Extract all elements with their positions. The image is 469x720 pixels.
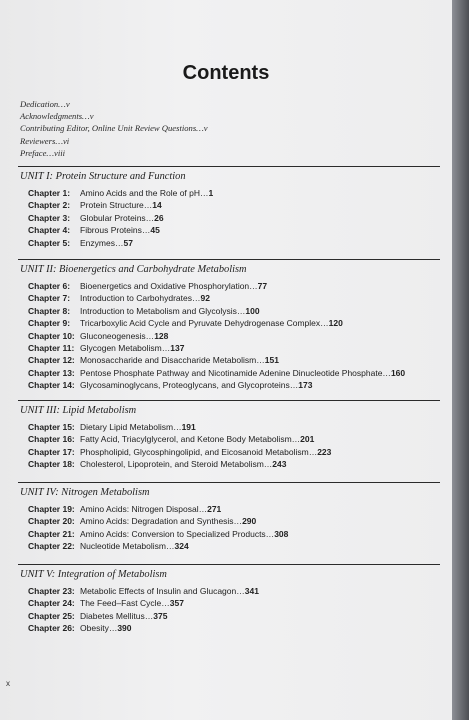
chapter-page: 191: [181, 422, 196, 432]
chapter-page: 128: [154, 330, 169, 341]
front-matter-list: [20, 98, 208, 159]
unit-section: [18, 564, 440, 635]
chapter-page: 137: [170, 342, 185, 353]
chapter-page: 290: [242, 516, 257, 527]
chapter-entry: [18, 280, 440, 292]
chapter-page: 151: [264, 355, 279, 366]
chapter-entry: [18, 515, 440, 527]
chapter-page: 341: [244, 586, 259, 596]
unit-divider: [18, 400, 440, 401]
chapter-number: Chapter 16:: [28, 434, 75, 445]
unit-divider: [18, 166, 440, 167]
chapter-number: Chapter 12:: [28, 355, 75, 366]
chapter-entry: [18, 540, 440, 552]
chapter-title: Phospholipid, Glycosphingolipid, and Eicosanoid Metabolism…: [80, 446, 318, 457]
unit-title: UNIT I: Protein Structure and Function: [20, 171, 186, 182]
book-spine-edge: [452, 0, 469, 720]
chapter-entry: [18, 187, 440, 199]
chapter-entry: [18, 330, 440, 342]
chapter-page: 57: [123, 237, 133, 248]
chapter-number: Chapter 18:: [28, 459, 75, 470]
chapter-entry: [18, 379, 440, 391]
chapter-entry: [18, 433, 440, 445]
unit-section: [18, 259, 440, 392]
chapter-page: 92: [200, 293, 210, 304]
chapter-number: Chapter 21:: [28, 528, 75, 539]
chapter-page: 1: [208, 188, 214, 198]
chapter-number: Chapter 10:: [28, 330, 75, 341]
chapter-page: 45: [150, 225, 160, 236]
unit-divider: [18, 259, 440, 260]
chapter-title: Introduction to Carbohydrates…: [80, 293, 201, 304]
chapter-page: 308: [274, 528, 289, 539]
chapter-page: 120: [328, 318, 343, 329]
chapter-title: The Feed–Fast Cycle…: [80, 598, 170, 609]
chapter-title: Obesity…: [80, 623, 118, 634]
unit-title: UNIT III: Lipid Metabolism: [20, 405, 137, 416]
chapter-title: Pentose Phosphate Pathway and Nicotinamide Adenine Dinucleotide Phosphate…: [80, 367, 391, 378]
chapter-title: Introduction to Metabolism and Glycolysis…: [80, 305, 246, 316]
chapter-entry: [18, 458, 440, 470]
chapter-entry: [18, 317, 440, 329]
chapter-page: 324: [174, 541, 189, 552]
front-matter-item: Preface…viii: [20, 147, 66, 158]
chapter-number: Chapter 3:: [28, 212, 71, 223]
chapter-entry: [18, 305, 440, 317]
chapter-number: Chapter 23:: [28, 586, 75, 596]
chapter-page: 100: [245, 305, 260, 316]
chapter-title: Monosaccharide and Disaccharide Metabolism…: [80, 355, 265, 366]
chapter-title: Glycogen Metabolism…: [80, 342, 171, 353]
chapter-title: Cholesterol, Lipoprotein, and Steroid Metabolism…: [80, 459, 273, 470]
page-title: Contents: [182, 62, 270, 84]
chapter-number: Chapter 20:: [28, 516, 75, 527]
chapter-entry: [18, 622, 440, 634]
front-matter-item: Acknowledgments…v: [20, 111, 94, 122]
chapter-title: Tricarboxylic Acid Cycle and Pyruvate Dehydrogenase Complex…: [80, 318, 329, 329]
chapter-entry: [18, 610, 440, 622]
chapter-number: Chapter 6:: [28, 281, 71, 291]
chapter-title: Nucleotide Metabolism…: [80, 541, 175, 552]
chapter-title: Metabolic Effects of Insulin and Glucagon…: [80, 586, 245, 596]
chapter-entry: [18, 212, 440, 224]
chapter-page: 375: [153, 610, 168, 621]
chapter-page: 14: [152, 200, 162, 211]
chapter-page: 357: [169, 598, 184, 609]
chapter-title: Fatty Acid, Triacylglycerol, and Ketone Body Metabolism…: [80, 434, 301, 445]
chapter-page: 271: [207, 504, 222, 514]
chapter-number: Chapter 13:: [28, 367, 75, 378]
front-matter-item: Reviewers…vi: [20, 135, 70, 146]
chapter-number: Chapter 22:: [28, 541, 75, 552]
chapter-entry: [18, 354, 440, 366]
chapter-title: Enzymes…: [80, 237, 124, 248]
chapter-page: 243: [272, 459, 287, 470]
unit-section: [18, 166, 440, 249]
chapter-page: 77: [257, 281, 268, 291]
chapter-number: Chapter 1:: [28, 188, 71, 198]
chapter-title: Amino Acids and the Role of pH…: [80, 188, 209, 198]
chapter-entry: [18, 237, 440, 249]
chapter-number: Chapter 24:: [28, 598, 75, 609]
chapter-number: Chapter 14:: [28, 380, 75, 391]
chapter-title: Dietary Lipid Metabolism…: [80, 422, 182, 432]
chapter-page: 173: [298, 380, 313, 391]
chapter-page: 201: [300, 434, 315, 445]
chapter-page: 160: [390, 367, 406, 378]
chapter-entry: [18, 199, 440, 211]
chapter-number: Chapter 9:: [28, 318, 71, 329]
unit-section: [18, 400, 440, 471]
chapter-title: Fibrous Proteins…: [80, 225, 151, 236]
unit-title: UNIT II: Bioenergetics and Carbohydrate Metabolism: [20, 264, 247, 275]
chapter-page: 223: [317, 446, 332, 457]
chapter-entry: [18, 224, 440, 236]
chapter-entry: [18, 503, 440, 515]
chapter-number: Chapter 7:: [28, 293, 71, 304]
chapter-title: Diabetes Mellitus…: [80, 610, 154, 621]
page-folio: x: [6, 679, 10, 688]
chapter-number: Chapter 17:: [28, 446, 75, 457]
chapter-page: 390: [117, 623, 132, 634]
chapter-number: Chapter 8:: [28, 305, 71, 316]
front-matter-item: Dedication…v: [20, 99, 70, 109]
chapter-title: Glycosaminoglycans, Proteoglycans, and Glycoproteins…: [80, 380, 299, 391]
chapter-title: Amino Acids: Nitrogen Disposal…: [80, 504, 208, 514]
unit-title: UNIT IV: Nitrogen Metabolism: [20, 487, 150, 498]
front-matter-item: Contributing Editor, Online Unit Review Questions…v: [20, 123, 208, 134]
unit-title: UNIT V: Integration of Metabolism: [20, 569, 167, 580]
chapter-number: Chapter 4:: [28, 225, 71, 236]
chapter-title: Gluconeogenesis…: [80, 330, 155, 341]
chapter-number: Chapter 19:: [28, 504, 75, 514]
chapter-entry: [18, 367, 440, 379]
unit-section: [18, 482, 440, 553]
chapter-entry: [18, 342, 440, 354]
chapter-entry: [18, 585, 440, 597]
chapter-title: Globular Proteins…: [80, 212, 155, 223]
chapter-number: Chapter 2:: [28, 200, 71, 211]
unit-divider: [18, 564, 440, 565]
chapter-number: Chapter 26:: [28, 623, 75, 634]
chapter-number: Chapter 15:: [28, 422, 75, 432]
chapter-entry: [18, 292, 440, 304]
chapter-entry: [18, 446, 440, 458]
chapter-number: Chapter 5:: [28, 237, 71, 248]
unit-divider: [18, 482, 440, 483]
chapter-title: Bioenergetics and Oxidative Phosphorylation…: [80, 281, 258, 291]
chapter-title: Amino Acids: Degradation and Synthesis…: [80, 516, 243, 527]
chapter-entry: [18, 597, 440, 609]
chapter-entry: [18, 528, 440, 540]
chapter-number: Chapter 25:: [28, 610, 75, 621]
chapter-entry: [18, 421, 440, 433]
chapter-number: Chapter 11:: [28, 342, 75, 353]
chapter-title: Amino Acids: Conversion to Specialized Products…: [80, 528, 275, 539]
chapter-title: Protein Structure…: [80, 200, 153, 211]
chapter-page: 26: [154, 212, 164, 223]
